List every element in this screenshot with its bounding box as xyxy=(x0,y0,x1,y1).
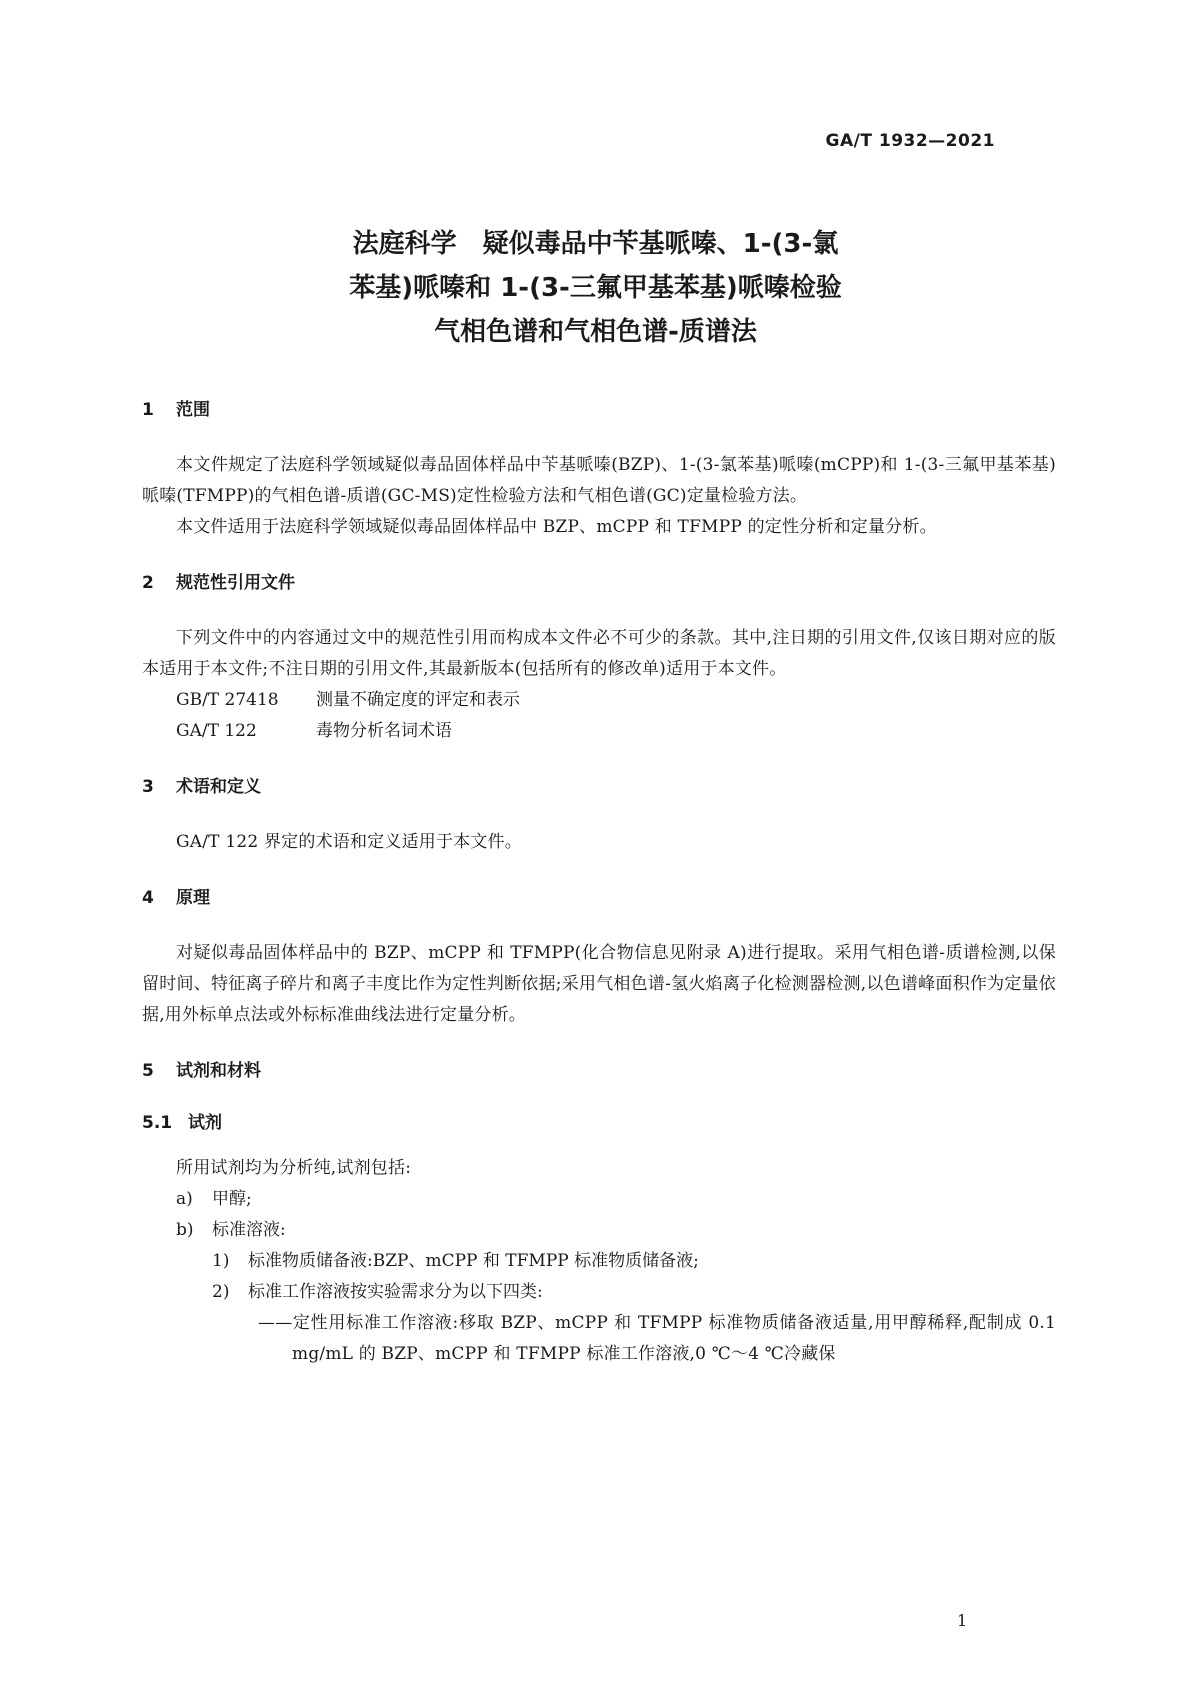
list-text: 标准物质储备液:BZP、mCPP 和 TFMPP 标准物质储备液; xyxy=(248,1251,699,1271)
section-number: 5.1 xyxy=(142,1113,173,1133)
list-text: 标准溶液: xyxy=(212,1220,286,1240)
list-marker: 2) xyxy=(212,1282,230,1302)
reference-code: GB/T 27418 xyxy=(176,690,279,710)
section-title: 规范性引用文件 xyxy=(176,573,295,593)
section-title: 试剂和材料 xyxy=(176,1061,261,1081)
list-marker: 1) xyxy=(212,1251,230,1271)
list-item xyxy=(142,1184,1056,1215)
list-text: 标准工作溶液按实验需求分为以下四类: xyxy=(248,1282,543,1302)
title-line-1: 法庭科学 疑似毒品中苄基哌嗪、1-(3-氯 xyxy=(352,229,839,259)
paragraph: 本文件规定了法庭科学领域疑似毒品固体样品中苄基哌嗪(BZP)、1-(3-氯苯基)哌嗪(mCPP)和 1-(3-三氟甲基苯基)哌嗪(TFMPP)的气相色谱-质谱(GC-MS)定性检验方法和气相色谱(GC)定量检验方法。 xyxy=(142,455,1056,506)
section-title: 原理 xyxy=(176,888,210,908)
reference-item xyxy=(142,685,1056,716)
sub-list-item xyxy=(142,1246,1056,1277)
section-5-1-heading xyxy=(142,1111,1056,1135)
paragraph: 下列文件中的内容通过文中的规范性引用而构成本文件必不可少的条款。其中,注日期的引用文件,仅该日期对应的版本适用于本文件;不注日期的引用文件,其最新版本(包括所有的修改单)适用于本文件。 xyxy=(142,628,1056,679)
list-item xyxy=(142,1215,1056,1246)
section-5-heading xyxy=(142,1059,1056,1083)
paragraph: 所用试剂均为分析纯,试剂包括: xyxy=(176,1158,412,1178)
section-number: 4 xyxy=(142,888,154,908)
section-2-heading xyxy=(142,571,1056,595)
list-marker: b) xyxy=(176,1220,194,1240)
page-number: 1 xyxy=(957,1611,968,1630)
section-4-heading xyxy=(142,886,1056,910)
reference-code: GA/T 122 xyxy=(176,721,257,741)
paragraph: 本文件适用于法庭科学领域疑似毒品固体样品中 BZP、mCPP 和 TFMPP 的定性分析和定量分析。 xyxy=(176,517,937,537)
document-body xyxy=(142,398,1056,1370)
section-number: 3 xyxy=(142,777,154,797)
paragraph: 对疑似毒品固体样品中的 BZP、mCPP 和 TFMPP(化合物信息见附录 A)进行提取。采用气相色谱-质谱检测,以保留时间、特征离子碎片和离子丰度比作为定性判断依据;采用气相色谱-氢火焰离子化检测器检测,以色谱峰面积作为定量依据,用外标单点法或外标标准曲线法进行定量分析。 xyxy=(142,943,1056,1025)
list-text: 甲醇; xyxy=(212,1189,252,1209)
section-title: 术语和定义 xyxy=(176,777,261,797)
reference-item xyxy=(142,716,1056,747)
section-number: 1 xyxy=(142,400,154,420)
section-title: 试剂 xyxy=(188,1113,222,1133)
list-marker: a) xyxy=(176,1189,193,1209)
paragraph: GA/T 122 界定的术语和定义适用于本文件。 xyxy=(176,832,522,852)
standard-code: GA/T 1932—2021 xyxy=(825,131,995,151)
document-title xyxy=(0,222,1191,354)
section-number: 2 xyxy=(142,573,154,593)
section-3-heading xyxy=(142,775,1056,799)
title-line-2: 苯基)哌嗪和 1-(3-三氟甲基苯基)哌嗪检验 xyxy=(349,273,842,303)
title-line-3: 气相色谱和气相色谱-质谱法 xyxy=(434,317,757,347)
section-1-heading xyxy=(142,398,1056,422)
section-title: 范围 xyxy=(176,400,210,420)
reference-title: 毒物分析名词术语 xyxy=(316,721,452,741)
dash-list-item: ——定性用标准工作溶液:移取 BZP、mCPP 和 TFMPP 标准物质储备液适量,用甲醇稀释,配制成 0.1 mg/mL 的 BZP、mCPP 和 TFMPP 标准工作溶液,0 ℃～4 ℃冷藏保 xyxy=(258,1313,1056,1364)
sub-list-item xyxy=(142,1277,1056,1308)
section-number: 5 xyxy=(142,1061,154,1081)
reference-title: 测量不确定度的评定和表示 xyxy=(316,690,520,710)
